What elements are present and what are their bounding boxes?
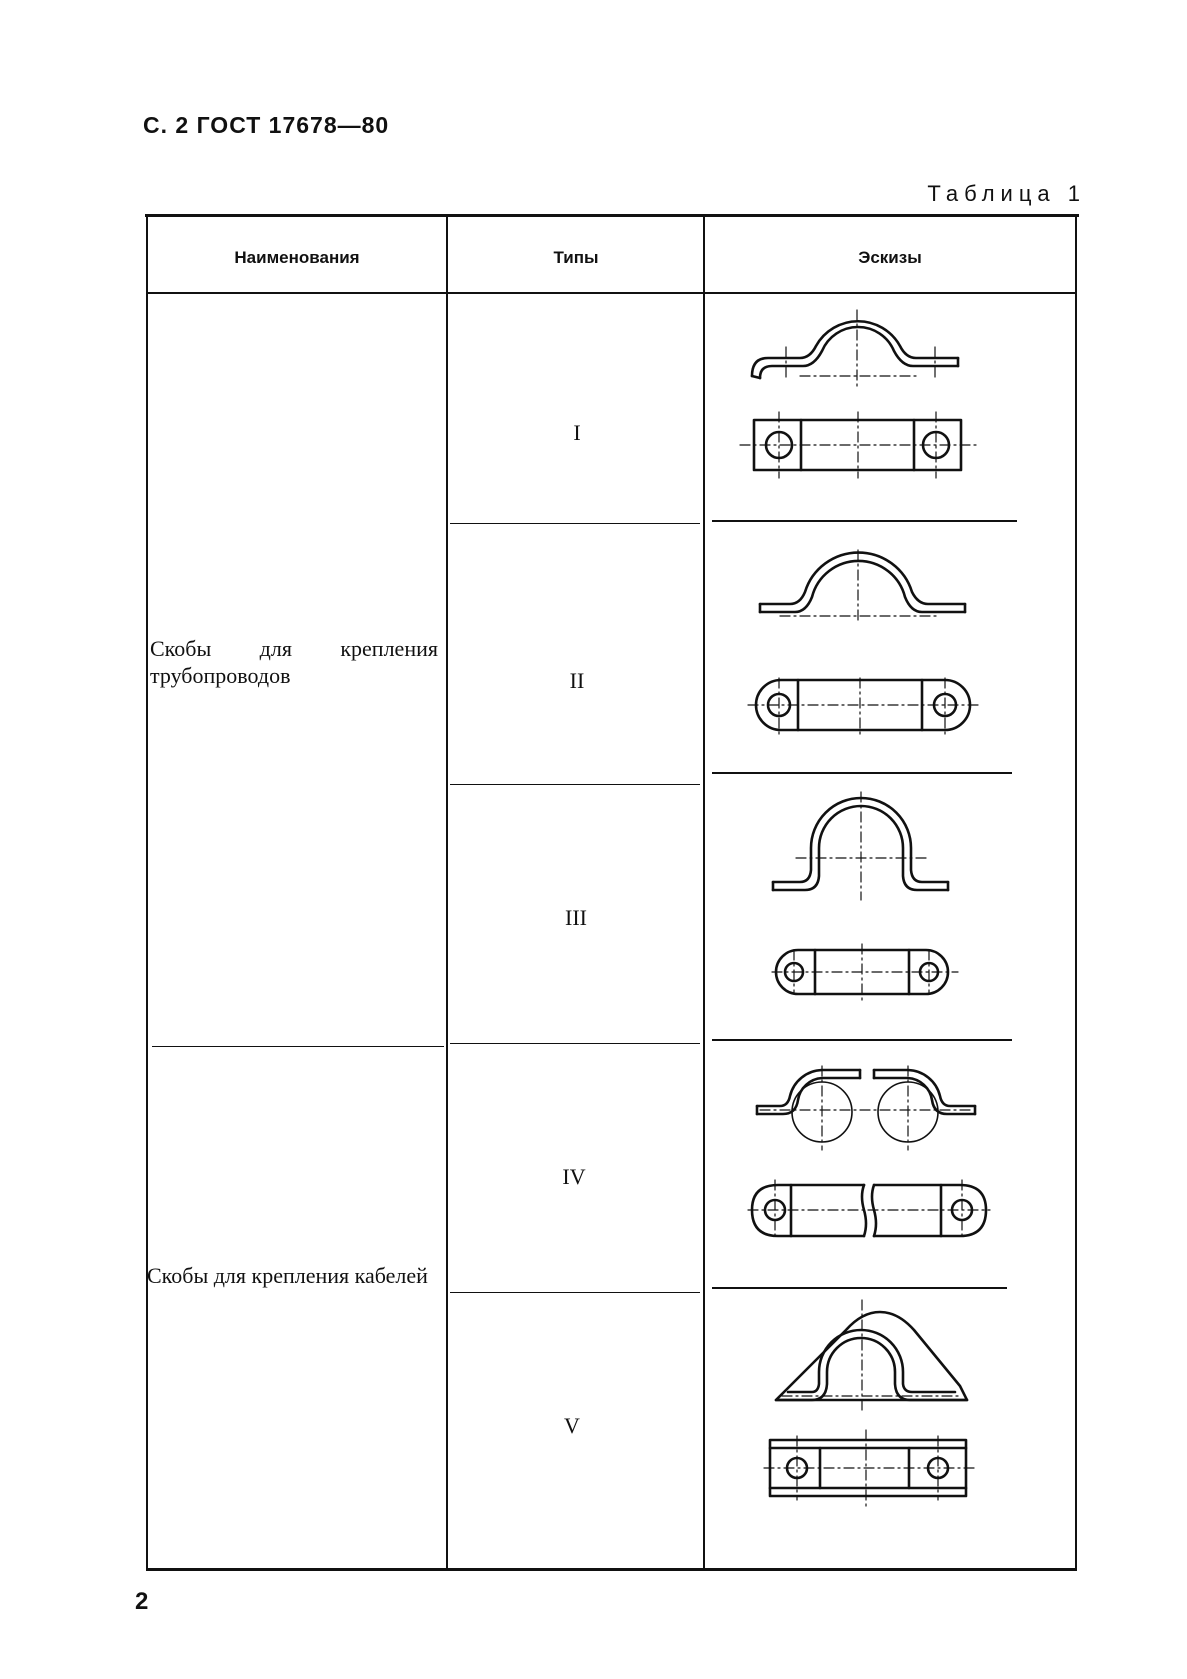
column-header-names: Наименования xyxy=(234,248,360,267)
bracket-type-3-side-sketch xyxy=(773,792,948,900)
page-number: 2 xyxy=(135,1588,149,1615)
bracket-type-5-side-sketch xyxy=(776,1300,967,1412)
document-header: С. 2 ГОСТ 17678—80 xyxy=(143,112,390,138)
column-header-types: Типы xyxy=(553,248,599,267)
bracket-type-4-top-sketch xyxy=(748,1180,990,1240)
bracket-type-1-side-sketch xyxy=(752,310,958,386)
column-header-sketches: Эскизы xyxy=(858,248,922,267)
type-label: I xyxy=(573,420,581,445)
table-caption: Таблица 1 xyxy=(927,181,1086,206)
bracket-type-2-top-sketch xyxy=(748,678,980,736)
type-label: II xyxy=(569,668,585,693)
group-name-pipelines: Скобы для крепления трубопроводов xyxy=(150,636,438,688)
bracket-type-5-top-sketch xyxy=(764,1430,974,1510)
type-label: III xyxy=(565,905,587,930)
type-label: IV xyxy=(562,1164,586,1189)
type-label: V xyxy=(564,1413,580,1438)
bracket-type-3-top-sketch xyxy=(772,944,958,1000)
bracket-type-4-side-sketch xyxy=(757,1066,975,1150)
group-name-cables: Скобы для крепления кабелей xyxy=(147,1263,428,1288)
bracket-type-1-top-sketch xyxy=(740,412,978,478)
bracket-type-2-side-sketch xyxy=(760,550,965,622)
